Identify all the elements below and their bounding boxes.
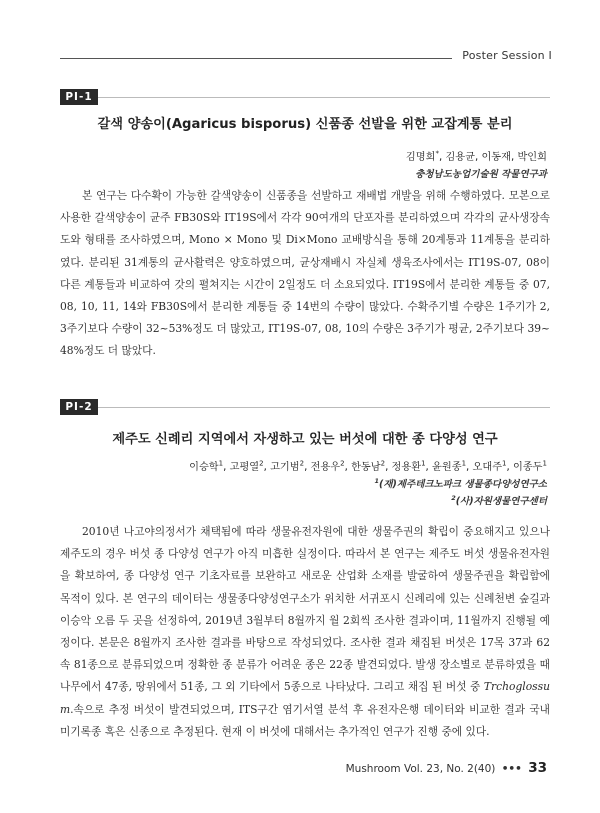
abstract-body [60, 185, 550, 363]
author-name: 윤원종 [432, 462, 462, 473]
author-sup: 2 [340, 459, 345, 468]
affiliation [374, 476, 547, 490]
badge-rule [98, 97, 550, 98]
author-sup: 2 [299, 459, 305, 468]
author-name: 전용우 [310, 462, 341, 473]
author-name: 이승학 [189, 462, 219, 473]
author-name: 한동남 [351, 462, 381, 473]
author-sup: 1 [461, 459, 467, 468]
author-sup: 2 [380, 459, 386, 468]
author-sup: 1 [542, 459, 547, 468]
abstract-id-badge: PI-2 [60, 399, 98, 415]
author-name: 김명희 [405, 152, 436, 163]
abstract-title: 제주도 신례리 지역에서 자생하고 있는 버섯에 대한 종 다양성 연구 [112, 432, 498, 447]
abstract-body [60, 521, 550, 743]
author-name: 정용환 [391, 462, 422, 473]
affiliation-sup: 1 [374, 476, 379, 485]
affiliation-text: (재)제주테크노파크 생물종다양성연구소 [378, 479, 547, 490]
author-name: 이동재 [481, 152, 511, 163]
author-name: 박인희 [517, 152, 547, 163]
author-sup: 1 [502, 459, 507, 468]
journal-citation: Mushroom Vol. 23, No. 2(40) [345, 763, 496, 775]
abstract-title: 갈색 양송이(Agaricus bisporus) 신품종 선발을 위한 교잡계통 분리 [97, 117, 513, 132]
author-sup: * [435, 149, 439, 158]
genus-name: Trchoglossum [60, 680, 550, 716]
page-footer [346, 760, 547, 776]
body-text: .속으로 추정 버섯이 발견되었으며, ITS구간 염기서열 분석 후 유전자은행 데이터와 비교한 결과 국내 미기록종 혹은 신종으로 추정된다. 현재 이 버섯에 대해서는 추가적인 연구가 진행 중에 있다. [60, 702, 550, 738]
author-sup: 1 [421, 459, 426, 468]
author-name: 고기범 [270, 462, 300, 473]
header-rule [60, 58, 452, 59]
author-sup: 1 [218, 459, 224, 468]
author-list: 김명희*, 김용균, 이동재, 박인희 [405, 149, 547, 163]
running-header: Poster Session Ⅰ [462, 49, 552, 62]
abstract-id-badge: PI-1 [60, 89, 98, 105]
author-name: 김용균 [445, 152, 475, 163]
author-name: 고평열 [229, 462, 260, 473]
page-number: 33 [528, 760, 547, 776]
affiliation-text: 충청남도농업기술원 작물연구과 [415, 169, 547, 180]
author-list: 이승학$^1$, 고평열$^2$, 고기범$^2$, 전용우$^2$, 한동남$^2$, 정용환$^1$, 윤원종$^1$, 오대주$^1$, 이종두$^1$ [189, 459, 547, 473]
author-name: 이종두 [513, 462, 543, 473]
badge-rule [98, 407, 550, 408]
author-name: 오대주 [472, 462, 503, 473]
affiliation [415, 166, 547, 180]
body-text: 2010년 나고야의정서가 채택됨에 따라 생물유전자원에 대한 생물주권의 확립이 중요해지고 있으나 제주도의 경우 버섯 종 다양성 연구가 아직 미흡한 실정이다. 따라서 본 연구는 제주도 버섯 생물유전자원을 확보하여, 종 다양성 연구 기초자료를 보완하고 새로운 산업화 소재를 발굴하여 생물주권을 확립함에 목적이 있다. 본 연구의 데이터는 생물종다양성연구소가 위치한 서귀포시 신례리에 있는 신례천변 숲길과 이승악 오름 두 곳을 선정하여, 2019년 3월부터 8월까지 월 2회씩 조사한 결과이며, 11월까지 진행될 예정이다. 본문은 8월까지 조사한 결과를 바탕으로 작성되었다. 조사한 결과 채집된 버섯은 17목 37과 62속 81종으로 분류되었으며 정확한 종 분류가 어려운 종은 22종 발견되었다. 발생 장소별로 분류하였을 때 나무에서 47종, 땅위에서 51종, 그 외 기타에서 5종으로 나타났다. 그리고 채집 된 버섯 중 [60, 525, 550, 694]
affiliation-sup: 2 [451, 493, 456, 502]
affiliation-text: (사)자원생물연구센터 [455, 496, 547, 507]
author-sup: 2 [259, 459, 264, 468]
footer-dots: ••• [501, 763, 522, 775]
body-text: 본 연구는 다수확이 가능한 갈색양송이 신품종을 선발하고 재배법 개발을 위해 수행하였다. 모본으로 사용한 갈색양송이 균주 FB30S와 IT19S에서 각각 90여개의 단포자를 분리하였으며 각각의 균사생장속도와 형태를 조사하였으며, Mono × Mono 및 Di×Mono 교배방식을 통해 20계통과 11계통을 분리하였다. 분리된 31계통의 균사활력은 양호하였으며, 균상재배시 자실체 생육조사에서는 IT19S-07, 08이 다른 계통들과 비교하여 갓의 펼쳐지는 시간이 2일정도 더 소요되었다. IT19S에서 분리한 계통들 중 07, 08, 10, 11, 14와 FB30S에서 분리한 계통들 중 14번의 수량이 많았다. 수확주기별 수량은 1주기가 2, 3주기보다 수량이 32~53%정도 더 많았고, IT19S-07, 08, 10의 수량은 3주기가 평균, 2주기보다 39~48%정도 더 많았다. [60, 189, 550, 358]
affiliation [451, 493, 547, 507]
